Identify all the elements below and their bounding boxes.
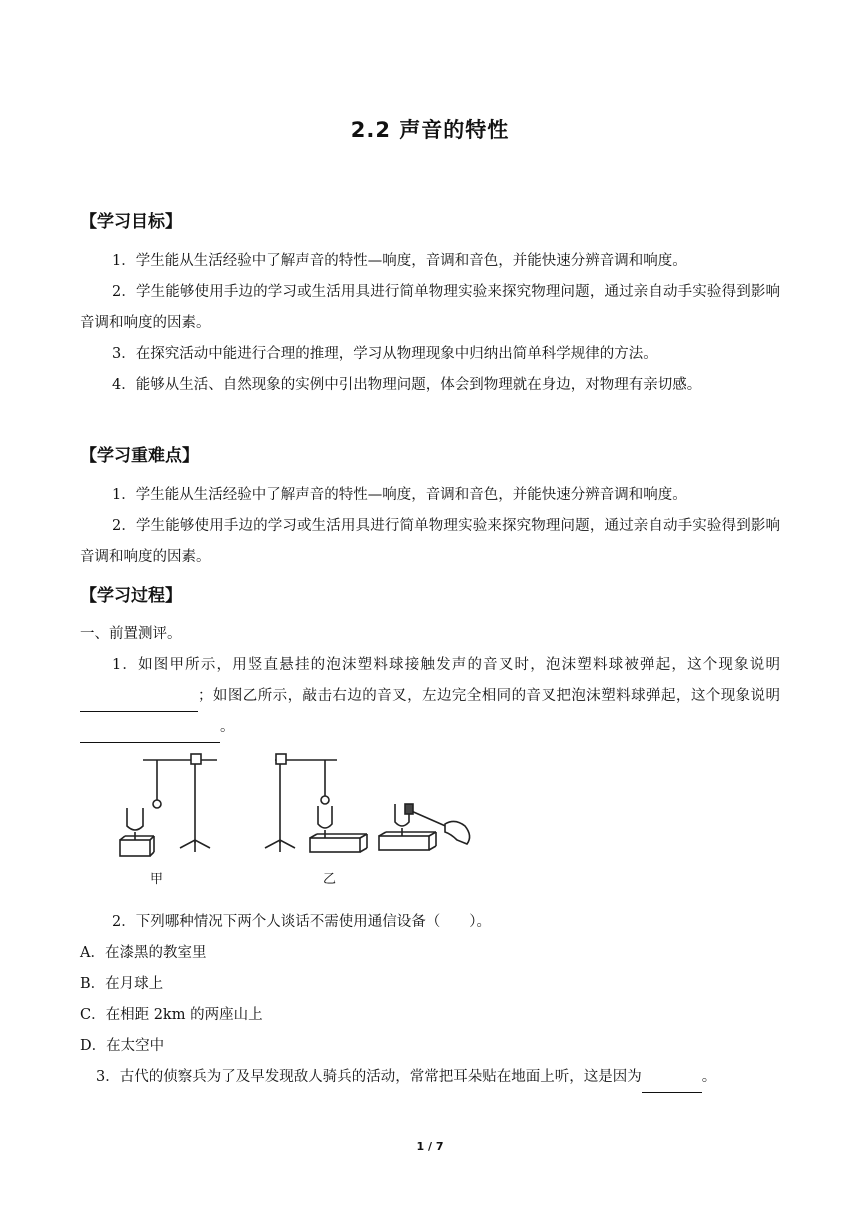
question-2-option-a[interactable]: A．在漆黑的教室里 <box>80 945 207 961</box>
question-1-part2: ；如图乙所示，敲击右边的音叉，左边完全相同的音叉把泡沫塑料球弹起，这个现象说明 <box>198 688 780 704</box>
goal-item-1: 1．学生能从生活经验中了解声音的特性—响度，音调和音色，并能快速分辨音调和响度。 <box>112 253 687 269</box>
question-1 <box>80 650 780 743</box>
section-heading-process: 【学习过程】 <box>80 586 182 606</box>
tuning-fork-figure <box>105 748 485 888</box>
figure-label-a: 甲 <box>150 872 164 887</box>
question-1-part1: 1．如图甲所示，用竖直悬挂的泡沫塑料球接触发声的音叉时，泡沫塑料球被弹起，这个现象说明 <box>112 657 780 673</box>
question-3-stem: 3．古代的侦察兵为了及早发现敌人骑兵的活动，常常把耳朵贴在地面上听，这是因为 <box>96 1069 642 1085</box>
answer-blank-2[interactable] <box>80 724 220 743</box>
question-2-option-c[interactable]: C．在相距 2km 的两座山上 <box>80 1007 263 1023</box>
key-point-item-2: 2．学生能够使用手边的学习或生活用具进行简单物理实验来探究物理问题，通过亲自动手实验得到影响音调和响度的因素。 <box>80 518 780 565</box>
tuning-fork-illustration <box>105 748 485 888</box>
question-1-part3: 。 <box>220 719 235 735</box>
goal-item-2: 2．学生能够使用手边的学习或生活用具进行简单物理实验来探究物理问题，通过亲自动手实验得到影响音调和响度的因素。 <box>80 284 780 331</box>
answer-blank-1[interactable] <box>80 693 198 712</box>
question-2-option-d[interactable]: D．在太空中 <box>80 1038 165 1054</box>
question-2-stem: 2．下列哪种情况下两个人谈话不需使用通信设备（ ）。 <box>112 914 491 930</box>
question-3 <box>80 1062 780 1093</box>
figure-label-b: 乙 <box>323 872 337 887</box>
question-2-option-b[interactable]: B．在月球上 <box>80 976 164 992</box>
goal-item-3: 3．在探究活动中能进行合理的推理，学习从物理现象中归纳出简单科学规律的方法。 <box>112 346 658 362</box>
section-heading-key-points: 【学习重难点】 <box>80 446 199 466</box>
section-heading-goals: 【学习目标】 <box>80 212 182 232</box>
goal-item-4: 4．能够从生活、自然现象的实例中引出物理问题，体会到物理就在身边，对物理有亲切感。 <box>112 377 702 393</box>
subheading-pretest: 一、前置测评。 <box>80 626 182 642</box>
question-3-end: 。 <box>701 1069 717 1085</box>
page-number: 1 / 7 <box>416 1140 444 1153</box>
key-point-item-1: 1．学生能从生活经验中了解声音的特性—响度，音调和音色，并能快速分辨音调和响度。 <box>112 487 687 503</box>
answer-blank-3[interactable] <box>642 1074 702 1093</box>
page-title: 2.2 声音的特性 <box>350 118 510 142</box>
